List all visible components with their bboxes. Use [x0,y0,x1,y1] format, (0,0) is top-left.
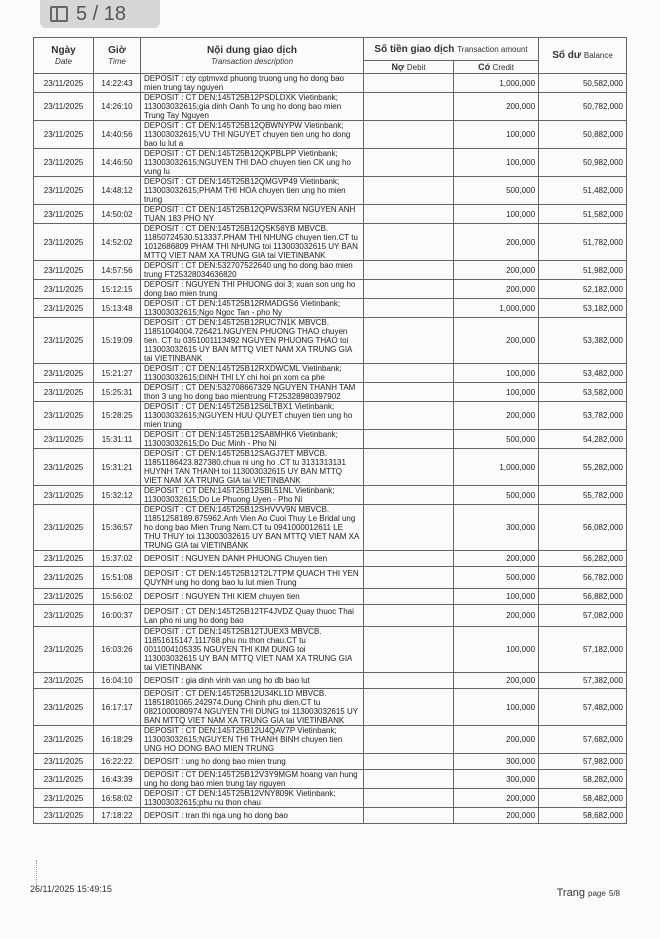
table-row [34,689,627,726]
row-debit [364,673,454,689]
row-date: 23/11/2025 [34,808,94,824]
row-description: DEPOSIT : CT DEN:532708667329 NGUYEN THANH TAM thon 3 ung ho dong bao mientrung FT25328980397902 [141,383,364,402]
row-time: 15:12:15 [94,280,141,299]
row-date: 23/11/2025 [34,224,94,261]
row-description: DEPOSIT : tran thi nga ung ho dong bao [141,808,364,824]
row-date: 23/11/2025 [34,673,94,689]
row-credit: 100,000 [454,589,539,605]
row-date: 23/11/2025 [34,121,94,149]
row-credit: 1,000,000 [454,74,539,93]
row-debit [364,93,454,121]
row-description: DEPOSIT : CT DEN:145T25B12QKPBLPP Vietinbank; 113003032615;NGUYEN THI DAO chuyen tien CK ung ho vung lu [141,149,364,177]
row-description: DEPOSIT : CT DEN:145T25B12U4QAV7P Vietinbank; 113003032615;NGUYEN THI THANH BINH chuyen tien UNG HO DONG BAO MIEN TRUNG [141,726,364,754]
row-date: 23/11/2025 [34,177,94,205]
row-credit: 100,000 [454,205,539,224]
row-debit [364,449,454,486]
row-credit: 100,000 [454,627,539,673]
row-time: 14:48:12 [94,177,141,205]
row-time: 15:21:27 [94,364,141,383]
col-description: Nội dung giao dịch Transaction description [141,38,364,74]
row-description: DEPOSIT : CT DEN:145T25B12V3Y9MGM hoang van hung ung ho dong bao mien trung tay nguyen [141,770,364,789]
row-credit: 100,000 [454,364,539,383]
row-date: 23/11/2025 [34,93,94,121]
row-date: 23/11/2025 [34,754,94,770]
row-balance: 53,582,000 [539,383,627,402]
row-date: 23/11/2025 [34,74,94,93]
row-debit [364,177,454,205]
row-date: 23/11/2025 [34,689,94,726]
row-credit: 300,000 [454,505,539,551]
row-date: 23/11/2025 [34,605,94,627]
row-credit: 500,000 [454,430,539,449]
row-balance: 57,182,000 [539,627,627,673]
table-row [34,673,627,689]
row-credit: 100,000 [454,121,539,149]
row-debit [364,726,454,754]
row-date: 23/11/2025 [34,261,94,280]
row-time: 15:36:57 [94,505,141,551]
row-debit [364,149,454,177]
row-balance: 57,982,000 [539,754,627,770]
row-description: DEPOSIT : cty cptmvxd phuong truong ung ho dong bao mien trung tay nguyen [141,74,364,93]
col-credit: Có Credit [454,61,539,74]
table-row [34,449,627,486]
row-debit [364,551,454,567]
row-time: 15:31:21 [94,449,141,486]
row-debit [364,299,454,318]
table-row [34,402,627,430]
col-debit: Nợ Debit [364,61,454,74]
row-description: DEPOSIT : CT DEN:145T25B12QPWS3RM NGUYEN ANH TUAN 183 PHO NY [141,205,364,224]
row-time: 14:26:10 [94,93,141,121]
row-time: 16:03:26 [94,627,141,673]
row-balance: 51,582,000 [539,205,627,224]
row-description: DEPOSIT : CT DEN:145T25B12S6LTBX1 Vietinbank; 113003032615;NGUYEN HUU QUYET chuyen tien ung ho mien trung [141,402,364,430]
row-balance: 56,782,000 [539,567,627,589]
row-balance: 57,682,000 [539,726,627,754]
page-indicator[interactable] [40,0,160,28]
row-time: 15:32:12 [94,486,141,505]
table-row [34,430,627,449]
row-debit [364,789,454,808]
row-debit [364,567,454,589]
row-credit: 200,000 [454,808,539,824]
table-row [34,770,627,789]
table-row [34,605,627,627]
table-row [34,74,627,93]
row-balance: 51,782,000 [539,224,627,261]
row-time: 16:17:17 [94,689,141,726]
row-credit: 200,000 [454,261,539,280]
row-date: 23/11/2025 [34,486,94,505]
row-debit [364,770,454,789]
table-row [34,726,627,754]
row-description: DEPOSIT : gia dinh vinh van ung ho db bao lut [141,673,364,689]
row-credit: 200,000 [454,93,539,121]
row-time: 16:00:37 [94,605,141,627]
row-time: 15:19:09 [94,318,141,364]
table-row [34,627,627,673]
sidebar-toggle-icon[interactable] [50,6,68,22]
row-time: 14:22:43 [94,74,141,93]
row-balance: 57,082,000 [539,605,627,627]
row-debit [364,754,454,770]
table-row [34,589,627,605]
table-row [34,754,627,770]
table-row [34,261,627,280]
table-row [34,224,627,261]
row-description: DEPOSIT : NGUYEN THI PHUONG doi 3; xuan son ung ho dong bao mien trung [141,280,364,299]
row-balance: 54,282,000 [539,430,627,449]
row-description: DEPOSIT : CT DEN:145T25B12TJUEX3 MBVCB. 11851615147.111768.phu nu thon chau.CT tu 0011004105335 NGUYEN THI KIM DUNG toi 113003032615 UY BAN MTTQ VIET NAM XA TRUNG GIA tai VIETINBANK [141,627,364,673]
row-credit: 500,000 [454,567,539,589]
table-row [34,299,627,318]
row-balance: 50,582,000 [539,74,627,93]
row-description: DEPOSIT : CT DEN:145T25B12PSDLDXK Vietinbank; 113003032615;gia dinh Oanh To ung ho dong bao mien Trung Tay Nguyen [141,93,364,121]
printed-timestamp: 26/11/2025 15:49:15 [30,884,112,894]
row-debit [364,121,454,149]
row-credit: 100,000 [454,689,539,726]
row-time: 16:18:29 [94,726,141,754]
row-balance: 51,982,000 [539,261,627,280]
table-row [34,149,627,177]
row-debit [364,505,454,551]
row-debit [364,486,454,505]
row-date: 23/11/2025 [34,589,94,605]
row-time: 15:31:11 [94,430,141,449]
col-balance: Số dư Balance [539,38,627,74]
row-time: 14:50:02 [94,205,141,224]
row-date: 23/11/2025 [34,318,94,364]
row-credit: 1,000,000 [454,449,539,486]
row-time: 14:40:56 [94,121,141,149]
table-row [34,505,627,551]
row-description: DEPOSIT : CT DEN:145T25B12SBL51NL Vietinbank; 113003032615;Do Le Phuong Uyen - Pho Ni [141,486,364,505]
row-balance: 50,982,000 [539,149,627,177]
row-balance: 58,282,000 [539,770,627,789]
table-row [34,551,627,567]
row-description: DEPOSIT : CT DEN:145T25B12QBWNYPW Vietinbank; 113003032615;VU THI NGUYET chuyen tien ung ho dong bao lu lut a [141,121,364,149]
row-date: 23/11/2025 [34,364,94,383]
row-debit [364,627,454,673]
col-date: Ngày Date [34,38,94,74]
row-debit [364,589,454,605]
row-date: 23/11/2025 [34,505,94,551]
row-credit: 200,000 [454,789,539,808]
row-time: 15:28:25 [94,402,141,430]
row-time: 16:58:02 [94,789,141,808]
row-credit: 300,000 [454,770,539,789]
row-date: 23/11/2025 [34,627,94,673]
row-credit: 200,000 [454,673,539,689]
table-row [34,177,627,205]
row-balance: 55,782,000 [539,486,627,505]
row-description: DEPOSIT : CT DEN:145T25B12QMGVP49 Vietinbank; 113003032615;PHAM THI HOA chuyen tien ung ho mien trung [141,177,364,205]
transaction-rows [34,74,627,824]
table-row [34,364,627,383]
table-row [34,383,627,402]
row-balance: 56,282,000 [539,551,627,567]
row-date: 23/11/2025 [34,383,94,402]
row-balance: 52,182,000 [539,280,627,299]
row-time: 15:56:02 [94,589,141,605]
row-credit: 300,000 [454,754,539,770]
table-row [34,93,627,121]
row-debit [364,402,454,430]
row-date: 23/11/2025 [34,205,94,224]
col-amount: Số tiền giao dịch Transaction amount [364,38,539,61]
page-number: Trang page 5/8 [556,887,620,899]
row-description: DEPOSIT : CT DEN:532707522640 ung ho dong bao mien trung FT25328034636820 [141,261,364,280]
row-balance: 50,782,000 [539,93,627,121]
row-description: DEPOSIT : CT DEN:145T25B12VNY809K Vietinbank; 113003032615;phu nu thon chau [141,789,364,808]
row-time: 15:51:08 [94,567,141,589]
row-date: 23/11/2025 [34,770,94,789]
row-time: 16:43:39 [94,770,141,789]
row-credit: 200,000 [454,551,539,567]
row-time: 14:57:56 [94,261,141,280]
row-debit [364,318,454,364]
table-row [34,789,627,808]
row-description: DEPOSIT : ung ho dong bao mien trung [141,754,364,770]
row-date: 23/11/2025 [34,149,94,177]
row-description: DEPOSIT : CT DEN:145T25B12SAGJ7ET MBVCB. 11851186423.827380.chua ni ung ho .CT tu 3131313131 HUYNH TAN THANH toi 113003032615 UY BAN MTTQ VIET NAM XA TRUNG GIA tai VIETINBANK [141,449,364,486]
row-description: DEPOSIT : CT DEN:145T25B12TF4JVDZ Quay thuoc Thai Lan pho ni ung ho dong bao [141,605,364,627]
row-time: 14:52:02 [94,224,141,261]
row-description: DEPOSIT : CT DEN:145T25B12RMADGS6 Vietinbank; 113003032615;Ngo Ngoc Tan - pho Ny [141,299,364,318]
row-debit [364,605,454,627]
row-time: 15:13:48 [94,299,141,318]
row-debit [364,430,454,449]
row-balance: 57,382,000 [539,673,627,689]
row-debit [364,224,454,261]
row-date: 23/11/2025 [34,449,94,486]
row-credit: 200,000 [454,605,539,627]
table-row [34,486,627,505]
table-row [34,121,627,149]
row-time: 15:25:31 [94,383,141,402]
row-date: 23/11/2025 [34,299,94,318]
table-row [34,280,627,299]
row-credit: 200,000 [454,318,539,364]
row-description: DEPOSIT : CT DEN:145T25B12RXDWCML Vietinbank; 113003032615;DINH THI LY chi hoi pn xom ca phe [141,364,364,383]
row-debit [364,364,454,383]
row-balance: 58,482,000 [539,789,627,808]
row-debit [364,74,454,93]
row-debit [364,689,454,726]
row-balance: 50,882,000 [539,121,627,149]
row-balance: 58,682,000 [539,808,627,824]
row-date: 23/11/2025 [34,789,94,808]
row-balance: 51,482,000 [539,177,627,205]
row-date: 23/11/2025 [34,430,94,449]
row-description: DEPOSIT : CT DEN:145T25B12U34KL1D MBVCB. 11851801065.242974.Dung Chinh phu dien.CT tu 0821000080974 NGUYEN THI DUNG toi 113003032615 UY BAN MTTQ VIET NAM XA TRUNG GIA tai VIETINBANK [141,689,364,726]
row-balance: 55,282,000 [539,449,627,486]
row-time: 17:18:22 [94,808,141,824]
row-credit: 100,000 [454,149,539,177]
row-description: DEPOSIT : CT DEN:145T25B12T2L7TPM QUACH THI YEN QUYNH ung ho dong bao lu lut mien Trung [141,567,364,589]
row-description: DEPOSIT : CT DEN:145T25B12SA8MHK6 Vietinbank; 113003032615;Do Duc Minh - Pho Ni [141,430,364,449]
row-credit: 500,000 [454,177,539,205]
row-time: 15:37:02 [94,551,141,567]
row-credit: 200,000 [454,280,539,299]
row-balance: 53,382,000 [539,318,627,364]
page-indicator-text: 5 / 18 [76,2,127,25]
table-row [34,318,627,364]
row-debit [364,205,454,224]
row-date: 23/11/2025 [34,402,94,430]
row-balance: 56,082,000 [539,505,627,551]
row-description: DEPOSIT : NGUYEN DANH PHUONG Chuyen tien [141,551,364,567]
row-date: 23/11/2025 [34,726,94,754]
row-debit [364,808,454,824]
row-date: 23/11/2025 [34,567,94,589]
row-time: 14:46:50 [94,149,141,177]
row-credit: 200,000 [454,224,539,261]
row-balance: 57,482,000 [539,689,627,726]
table-row [34,567,627,589]
row-credit: 200,000 [454,726,539,754]
transaction-table [33,37,627,824]
row-date: 23/11/2025 [34,280,94,299]
row-credit: 500,000 [454,486,539,505]
row-time: 16:22:22 [94,754,141,770]
row-debit [364,280,454,299]
row-time: 16:04:10 [94,673,141,689]
table-row [34,808,627,824]
row-balance: 53,182,000 [539,299,627,318]
row-description: DEPOSIT : CT DEN:145T25B12QSK56YB MBVCB. 11850724530.513337.PHAM THI NHUNG chuyen tien.CT tu 1012686809 PHAM THI NHUNG toi 113003032615 UY BAN MTTQ VIET NAM XA TRUNG GIA tai VIETINBANK [141,224,364,261]
col-time: Giờ Time [94,38,141,74]
row-description: DEPOSIT : CT DEN:145T25B12SHVVV9N MBVCB. 11851258189.875962.Anh Vien Ao Cuoi Thuy Le Bridal ung ho dong bao Mien Trung Nam.CT tu 0941000012611 LE THU THUY toi 113003032615 UY BAN MTTQ VIET NAM XA TRUNG GIA tai VIETINBANK [141,505,364,551]
row-credit: 200,000 [454,402,539,430]
row-date: 23/11/2025 [34,551,94,567]
row-balance: 53,482,000 [539,364,627,383]
row-balance: 53,782,000 [539,402,627,430]
row-debit [364,261,454,280]
row-description: DEPOSIT : CT DEN:145T25B12RUC7N1K MBVCB. 11851004004.726421.NGUYEN PHUONG THAO chuyen tien. CT tu 0351001113492 NGUYEN PHUONG THAO toi 113003032615 UY BAN MTTQ VIET NAM XA TRUNG GIA tai VIETINBANK [141,318,364,364]
table-row [34,205,627,224]
row-credit: 1,000,000 [454,299,539,318]
row-debit [364,383,454,402]
row-description: DEPOSIT : NGUYEN THI KIEM chuyen tien [141,589,364,605]
row-balance: 56,882,000 [539,589,627,605]
row-credit: 100,000 [454,383,539,402]
